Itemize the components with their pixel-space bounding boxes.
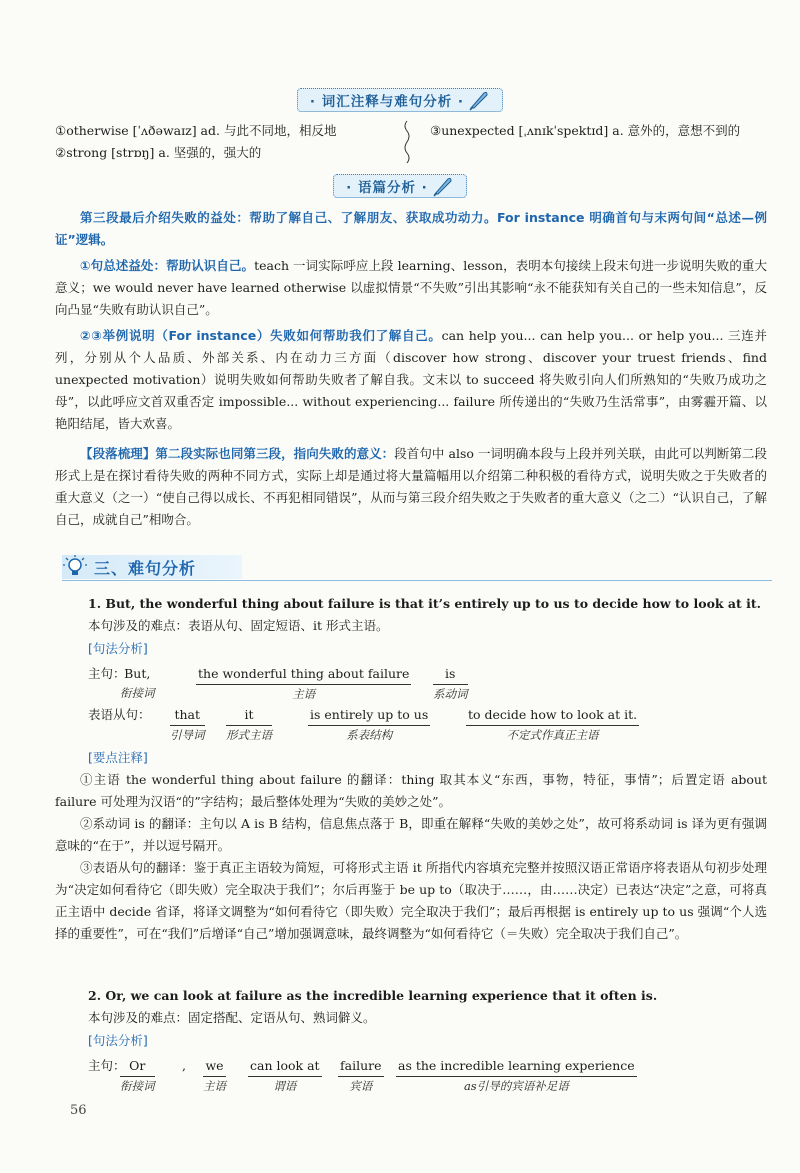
wavy-divider-icon [400, 120, 414, 164]
diagram-real-subject: to decide how to look at it. 不定式作真正主语 [468, 707, 638, 742]
vocab-col-left [55, 120, 385, 164]
point-2-text: can help you... can help you... or help you... 三连并列，分别从个人品质、外部关系、内在动力三方面（discover how strong、discover your truest friends、find unexpected motivation）说明失败如何帮助失败者了解自我。文末以 to succeed 将失败引向人们所熟知的“失败乃成功之母”，以此呼应文首双重否定 impossible... without experiencing... failure 所传递出的“失败乃生活常事”，由雾霾开篇、以艳阳结尾，皆大欢喜。 [55, 328, 767, 431]
diagram-object-complement: as the incredible learning experience as引导的宾语补足语 [398, 1058, 635, 1093]
paragraph-summary-text: 段首句中 also 一词明确本段与上段并列关联，由此可以判断第二段形式上是在探讨看待失败的两种不同方式，实际上却是通过将大量篇幅用以介绍第二种积极的看待方式，说明失败之于失败者的重大意义（之一）“使自己得以成长、不再犯相同错误”，从而与第三段介绍失败之于失败者的重大意义（之二）“认识自己，了解自己，成就自己”相吻合。 [55, 446, 767, 527]
point-1-lead: ①句总述益处：帮助认识自己。 [80, 258, 255, 273]
diagram-copula: is entirely up to us 系表结构 [310, 707, 429, 742]
page-number: 56 [70, 1103, 87, 1118]
vocab-item-unexpected: ③unexpected [ˌʌnɪkˈspektɪd] a. 意外的，意想不到的 [430, 123, 741, 138]
chapter-heading [62, 553, 772, 581]
diagram-predicate: can look at 谓语 [250, 1058, 320, 1093]
discourse-summary: 第三段最后介绍失败的益处：帮助了解自己、了解朋友、获取成功动力。For instance 明确首句与末两句间“总述—例证”逻辑。 [55, 210, 767, 247]
vocab-banner-title: · 词汇注释与难句分析 · [309, 94, 465, 110]
diagram-formal-subject: it 形式主语 [226, 707, 272, 742]
vocab-col-right [430, 120, 770, 142]
diagram-lead: 主句： [88, 666, 126, 681]
vocab-item-otherwise: ①otherwise [ˈʌðəwaɪz] ad. 与此不同地，相反地 [55, 123, 337, 138]
chapter-title: 三、难句分析 [94, 558, 197, 578]
quill-icon [432, 175, 454, 197]
paragraph-summary [55, 443, 767, 531]
lightbulb-icon [62, 554, 88, 580]
paragraph-summary-lead: 【段落梳理】第二段实际也同第三段，指向失败的意义： [80, 446, 395, 461]
vocab-banner-pill [297, 88, 503, 112]
point-1-text: teach 一词实际呼应上段 learning、lesson，表明本句接续上段末句进一步说明失败的重大意义；we would never have learned otherwise 以虚拟情景“不失败”引出其影响“永不能获知有关自己的一些未知信息”，反向凸显“失败有助认识自己”。 [55, 258, 767, 317]
note-2: ②系动词 is 的翻译：主句以 A is B 结构，信息焦点落于 B，即重在解释“失败的美妙之处”，故可将系动词 is 译为更有强调意味的“在于”，并以逗号隔开。 [55, 816, 767, 853]
syntax-analysis-label: [句法分析] [88, 641, 148, 656]
discourse-point-2 [55, 325, 767, 435]
discourse-banner-title: · 语篇分析 · [346, 180, 428, 196]
sentence-2: 2. Or, we can look at failure as the incredible learning experience that it often is. [88, 988, 658, 1003]
diagram-introducer: that 引导词 [170, 707, 205, 742]
sentence-1-difficulty: 本句涉及的难点：表语从句、固定短语、it 形式主语。 [88, 618, 389, 633]
syntax-analysis-label: [句法分析] [88, 1033, 148, 1048]
note-3: ③表语从句的翻译：鉴于真正主语较为简短，可将形式主语 it 所指代内容填充完整并按照汉语正常语序将表语从句初步处理为“决定如何看待它（即失败）完全取决于我们”；尔后再鉴于 be up to（取决于……，由……决定）已表达“决定”之意，可将真正主语中 decide 省译，将译文调整为“如何看待它（即失败）完全取决于我们”；最后再根据 is entirely up to us 强调“个人选择的重要性”，可在“我们”后增译“自己”增加强调意味，最终调整为“如何看待它（＝失败）完全取决于我们自己”。 [55, 860, 767, 941]
diagram-conjunction: But, 衔接词 [120, 666, 155, 700]
diagram-lead: 主句： [88, 1058, 126, 1073]
discourse-banner [0, 174, 800, 200]
quill-icon [468, 89, 490, 111]
point-2-lead: ②③举例说明（For instance）失败如何帮助我们了解自己。 [80, 328, 442, 343]
key-notes-label: [要点注释] [88, 750, 148, 765]
discourse-banner-pill [333, 174, 467, 198]
sentence-1-main-clause-diagram [88, 664, 778, 704]
note-1: ①主语 the wonderful thing about failure 的翻译：thing 取其本义“东西，事物，特征，事情”；后置定语 about failure 可处理为汉语“的”字结构；最后整体处理为“失败的美妙之处”。 [55, 772, 767, 809]
diagram-subject: we 主语 [203, 1058, 226, 1093]
vocab-item-strong: ②strong [strɒŋ] a. 坚强的，强大的 [55, 145, 262, 160]
diagram-object: failure 宾语 [340, 1058, 382, 1093]
vocab-banner [0, 88, 800, 114]
discourse-point-1 [55, 255, 767, 321]
sentence-1: 1. But, the wonderful thing about failure is that it’s entirely up to us to decide how to look at it. [88, 596, 762, 611]
sentence-1-predicative-diagram [88, 705, 778, 745]
diagram-comma: , [182, 1058, 186, 1073]
sentence-2-difficulty: 本句涉及的难点：固定搭配、定语从句、熟词僻义。 [88, 1010, 376, 1025]
diagram-subject: the wonderful thing about failure 主语 [198, 666, 410, 701]
diagram-lead: 表语从句： [88, 707, 151, 722]
sentence-2-main-clause-diagram [88, 1056, 778, 1096]
diagram-conjunction: Or 衔接词 [120, 1058, 155, 1093]
diagram-linking-verb: is 系动词 [433, 666, 468, 701]
